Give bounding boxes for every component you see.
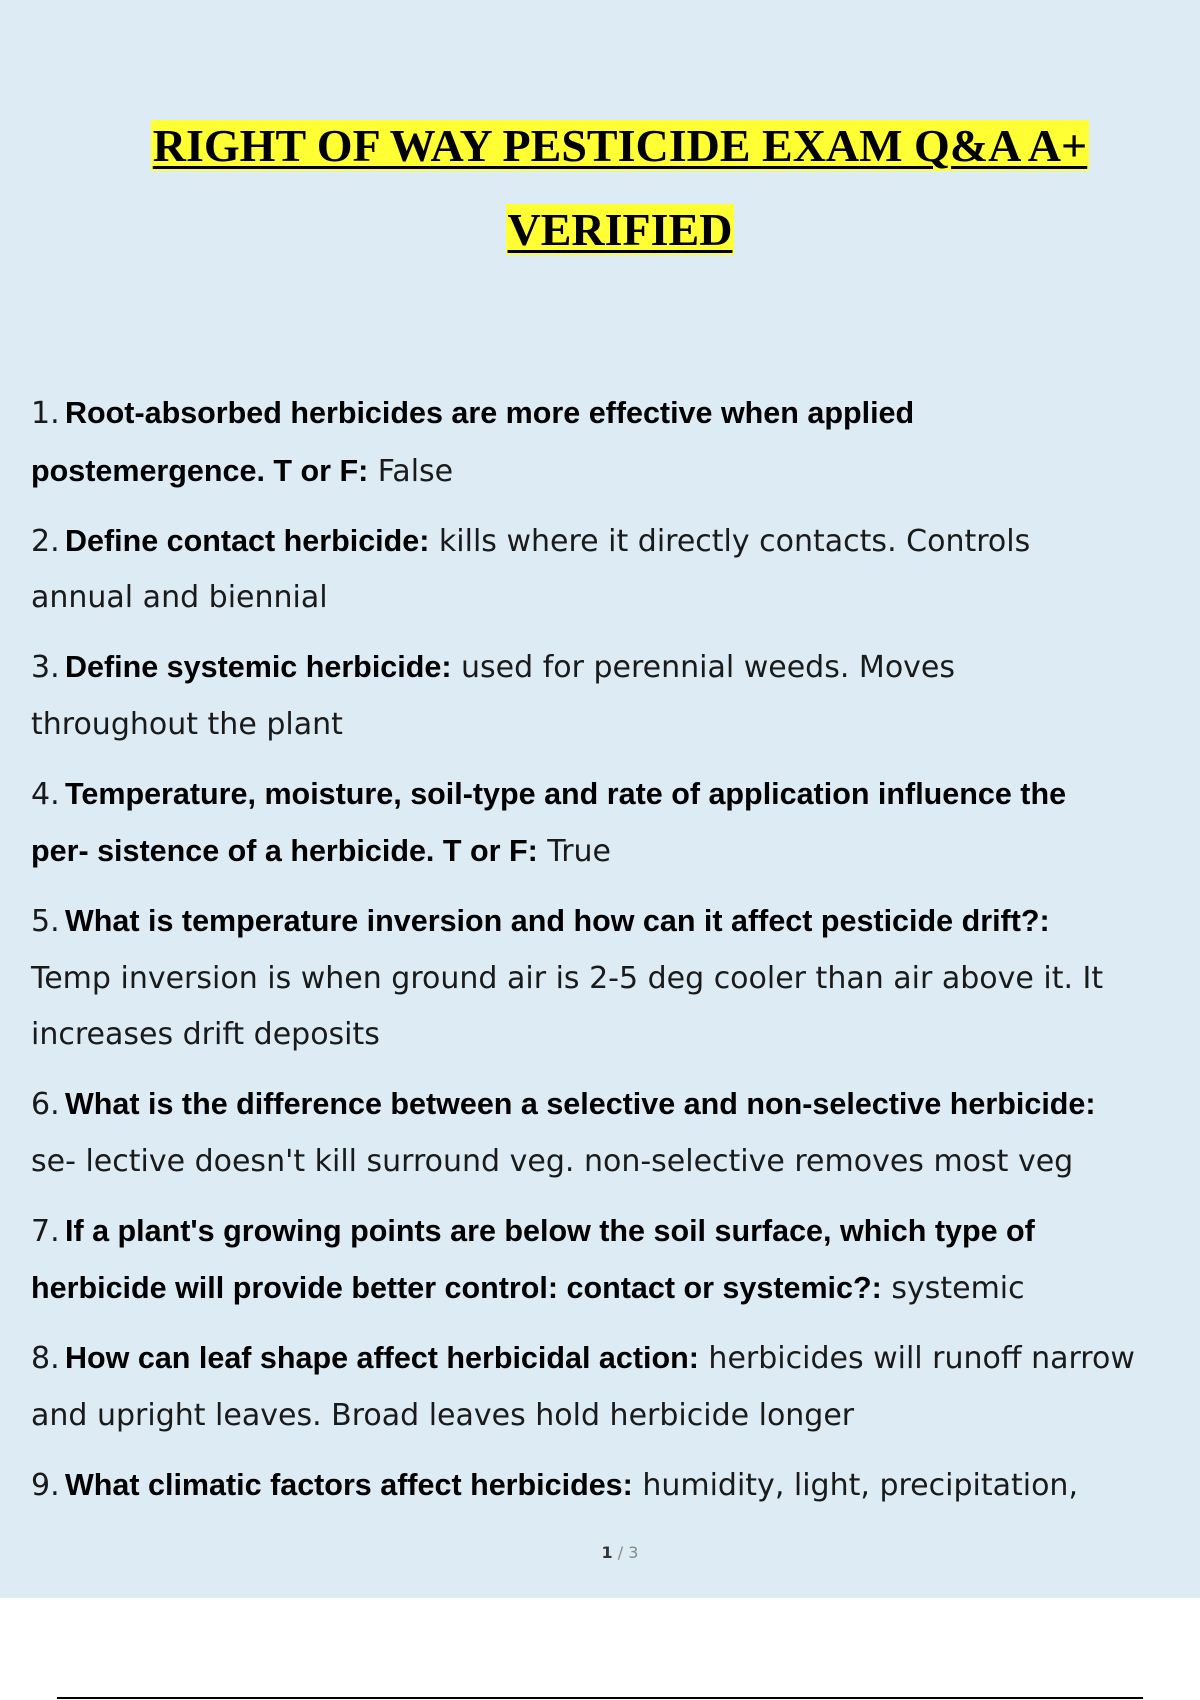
qa-item (31, 513, 1200, 627)
answer-text: True (537, 834, 612, 869)
qa-line (31, 1388, 1200, 1445)
qa-line (31, 1007, 1200, 1064)
qa-item (31, 1457, 1200, 1515)
answer-text: throughout the plant (31, 706, 343, 742)
answer-text: and upright leaves. Broad leaves hold herbicide longer (31, 1397, 855, 1433)
qa-list (31, 385, 1200, 1527)
qa-item (31, 385, 1200, 500)
question-text: Temperature, moisture, soil-type and rate of application influence the (65, 776, 1067, 811)
answer-text: herbicides will runoff narrow (698, 1341, 1135, 1376)
qa-line (31, 697, 1200, 754)
item-number: 2. (31, 523, 60, 559)
item-number: 3. (31, 650, 60, 685)
question-text: What is the difference between a selective and non-selective herbicide: (65, 1087, 1096, 1121)
qa-line (31, 1076, 1200, 1134)
question-text: Define contact herbicide: (65, 523, 430, 558)
item-number: 9. (31, 1467, 60, 1503)
qa-line (31, 1260, 1200, 1318)
qa-line (31, 513, 1200, 571)
answer-text: False (368, 453, 454, 489)
qa-item (31, 1203, 1200, 1318)
qa-item (31, 1076, 1200, 1190)
current-page: 1 (601, 1543, 613, 1562)
question-text: postemergence. T or F: (31, 453, 369, 488)
question-text: If a plant's growing points are below the soil surface, which type of (65, 1213, 1035, 1248)
qa-line (31, 1134, 1200, 1191)
page-divider (57, 1697, 1143, 1699)
question-text: What is temperature inversion and how can it affect pesticide drift?: (65, 904, 1050, 938)
qa-item (31, 893, 1200, 1064)
qa-line (31, 385, 1200, 443)
answer-text: increases drift deposits (31, 1017, 380, 1052)
qa-line (31, 951, 1200, 1008)
answer-text: Temp inversion is when ground air is 2-5 deg cooler than air above it. It (31, 960, 1104, 996)
item-number: 8. (31, 1341, 60, 1376)
item-number: 6. (31, 1087, 60, 1122)
answer-text: annual and biennial (31, 580, 328, 615)
item-number: 5. (31, 904, 60, 939)
question-text: What climatic factors affect herbicides: (65, 1467, 633, 1502)
title-line-1: RIGHT OF WAY PESTICIDE EXAM Q&A A+ (152, 120, 1088, 171)
qa-line (31, 639, 1200, 697)
answer-text: kills where it directly contacts. Controls (429, 523, 1031, 559)
qa-line (31, 893, 1200, 951)
qa-line (31, 1330, 1200, 1388)
total-pages: 3 (628, 1543, 639, 1562)
question-text: How can leaf shape affect herbicidal action: (65, 1341, 699, 1375)
item-number: 1. (31, 396, 60, 431)
qa-item (31, 766, 1200, 881)
answer-text: used for perennial weeds. Moves (451, 650, 956, 685)
answer-text: humidity, light, precipitation, (632, 1467, 1078, 1503)
qa-line (31, 570, 1200, 627)
answer-text: systemic (881, 1271, 1025, 1306)
question-text: Root-absorbed herbicides are more effective when applied (65, 396, 915, 430)
qa-line (31, 1457, 1200, 1515)
qa-line (31, 443, 1200, 501)
item-number: 4. (31, 776, 60, 812)
item-number: 7. (31, 1213, 60, 1249)
question-text: herbicide will provide better control: contact or systemic?: (31, 1271, 882, 1305)
qa-line (31, 823, 1200, 881)
question-text: per- sistence of a herbicide. T or F: (31, 834, 538, 868)
page-indicator (0, 1543, 1200, 1562)
document-title (0, 104, 1200, 272)
title-line-2: VERIFIED (507, 204, 733, 255)
page-separator: / (612, 1543, 629, 1562)
qa-item (31, 639, 1200, 753)
qa-line (31, 766, 1200, 824)
qa-line (31, 1203, 1200, 1261)
qa-item (31, 1330, 1200, 1444)
question-text: Define systemic herbicide: (65, 650, 452, 684)
answer-text: se- lective doesn't kill surround veg. non-selective removes most veg (31, 1143, 1074, 1179)
